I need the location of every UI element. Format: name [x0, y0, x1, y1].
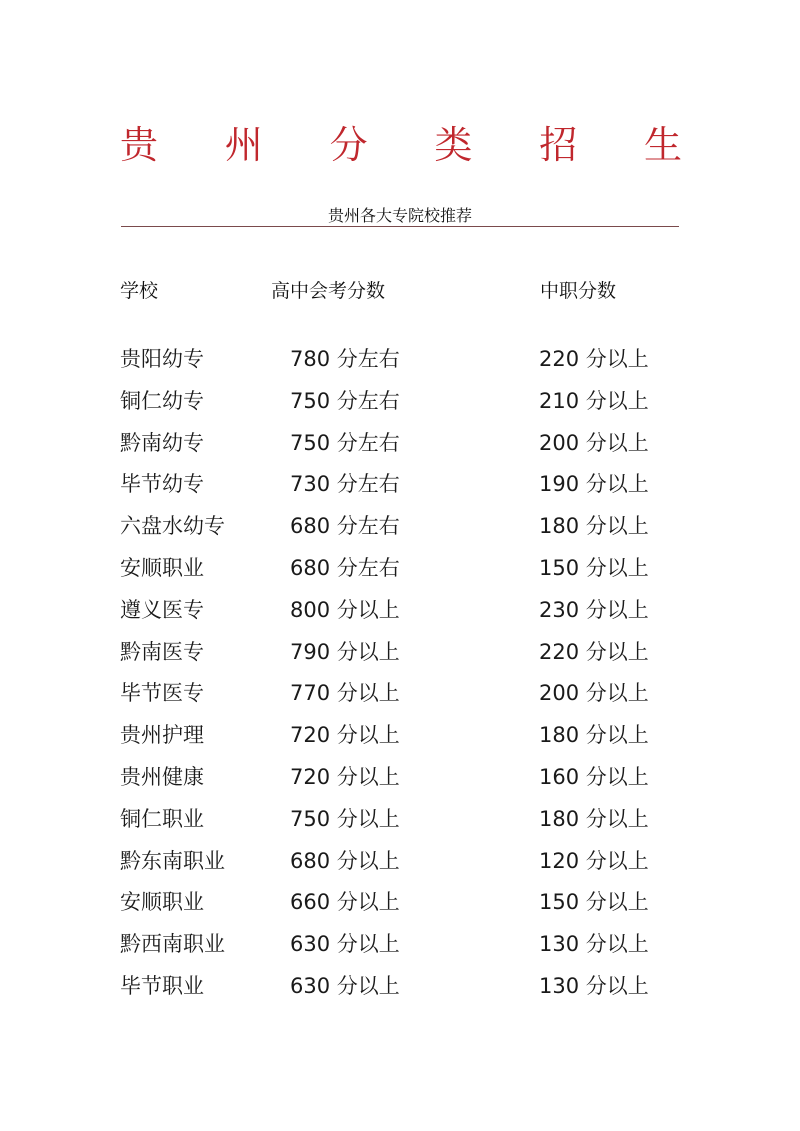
- vocational-score: 210 分以上: [539, 388, 649, 413]
- table-row: [0, 763, 800, 805]
- high-school-score: 630 分以上: [290, 932, 400, 957]
- high-school-score: 630 分以上: [290, 973, 400, 998]
- title-char: 招: [539, 123, 578, 167]
- table-row: [0, 470, 800, 512]
- school-name: 黔西南职业: [120, 932, 225, 957]
- school-name: 贵州护理: [120, 723, 204, 748]
- school-name: 毕节职业: [120, 973, 204, 998]
- school-name: 毕节幼专: [120, 472, 204, 497]
- table-row: [0, 888, 800, 930]
- vocational-score: 200 分以上: [539, 681, 649, 706]
- high-school-score: 720 分以上: [290, 764, 400, 789]
- table-row: [0, 596, 800, 638]
- table-row: [0, 972, 800, 1014]
- table-row: [0, 512, 800, 554]
- vocational-score: 200 分以上: [539, 430, 649, 455]
- table-row: [0, 345, 800, 387]
- vocational-score: 130 分以上: [539, 973, 649, 998]
- score-table: [0, 345, 800, 1014]
- vocational-score: 150 分以上: [539, 555, 649, 580]
- title-char: 分: [329, 123, 368, 167]
- school-name: 黔南幼专: [120, 430, 204, 455]
- high-school-score: 770 分以上: [290, 681, 400, 706]
- vocational-score: 160 分以上: [539, 764, 649, 789]
- title-char: 州: [224, 123, 263, 167]
- title-char: 类: [434, 123, 473, 167]
- vocational-score: 190 分以上: [539, 472, 649, 497]
- school-name: 毕节医专: [120, 681, 204, 706]
- school-name: 贵阳幼专: [120, 347, 204, 371]
- high-school-score: 750 分左右: [290, 430, 400, 455]
- school-name: 铜仁职业: [120, 806, 204, 831]
- vocational-score: 180 分以上: [539, 514, 649, 539]
- high-school-score: 720 分以上: [290, 723, 400, 748]
- school-name: 黔南医专: [120, 639, 204, 664]
- high-school-score: 680 分左右: [290, 555, 400, 580]
- vocational-score: 120 分以上: [539, 848, 649, 873]
- subtitle: 贵州各大专院校推荐: [327, 206, 472, 225]
- high-school-score: 790 分以上: [290, 639, 400, 664]
- page-title: [120, 122, 682, 168]
- header-school: 学校: [120, 280, 159, 302]
- table-row: [0, 805, 800, 847]
- divider-line: [121, 226, 679, 227]
- high-school-score: 730 分左右: [290, 472, 400, 497]
- high-school-score: 680 分以上: [290, 848, 400, 873]
- vocational-score: 180 分以上: [539, 723, 649, 748]
- vocational-score: 220 分以上: [539, 639, 649, 664]
- table-row: [0, 638, 800, 680]
- vocational-score: 130 分以上: [539, 932, 649, 957]
- table-row: [0, 679, 800, 721]
- school-name: 铜仁幼专: [120, 388, 204, 413]
- school-name: 六盘水幼专: [120, 514, 225, 539]
- header-high-school-score: 高中会考分数: [271, 280, 386, 302]
- school-name: 黔东南职业: [120, 848, 225, 873]
- vocational-score: 220 分以上: [539, 347, 649, 371]
- vocational-score: 150 分以上: [539, 890, 649, 915]
- high-school-score: 750 分左右: [290, 388, 400, 413]
- school-name: 贵州健康: [120, 764, 204, 789]
- high-school-score: 780 分左右: [290, 347, 400, 371]
- vocational-score: 180 分以上: [539, 806, 649, 831]
- table-row: [0, 847, 800, 889]
- school-name: 遵义医专: [120, 597, 204, 622]
- high-school-score: 800 分以上: [290, 597, 400, 622]
- high-school-score: 750 分以上: [290, 806, 400, 831]
- high-school-score: 680 分左右: [290, 514, 400, 539]
- vocational-score: 230 分以上: [539, 597, 649, 622]
- school-name: 安顺职业: [120, 555, 204, 580]
- title-char: 生: [643, 123, 682, 167]
- school-name: 安顺职业: [120, 890, 204, 915]
- table-row: [0, 554, 800, 596]
- table-row: [0, 387, 800, 429]
- table-row: [0, 429, 800, 471]
- high-school-score: 660 分以上: [290, 890, 400, 915]
- title-char: 贵: [120, 123, 159, 167]
- table-row: [0, 930, 800, 972]
- header-vocational-score: 中职分数: [540, 280, 617, 302]
- table-row: [0, 721, 800, 763]
